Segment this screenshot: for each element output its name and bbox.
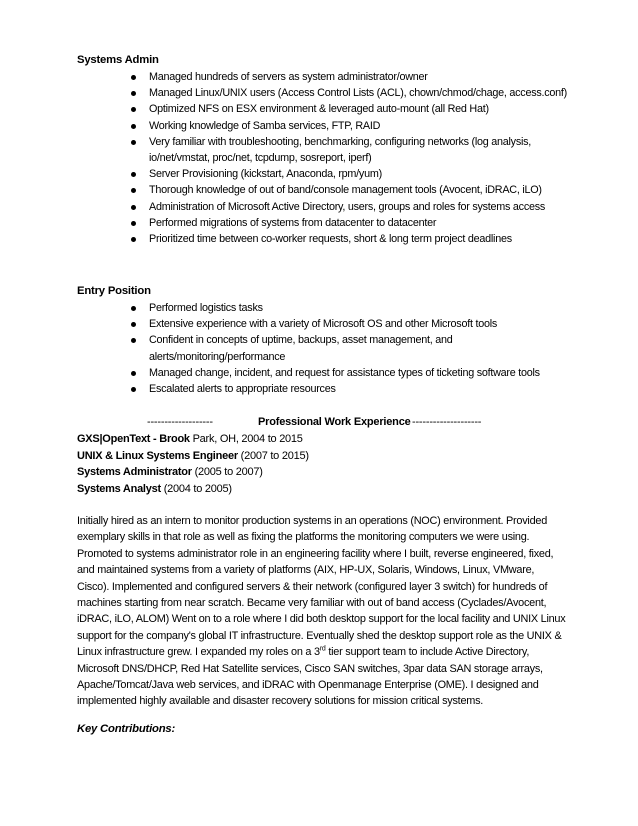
list-item: Performed migrations of systems from datacenter to datacenter — [0, 215, 569, 231]
company-name: GXS|OpenText - Brook — [77, 433, 190, 445]
bullet-icon — [131, 124, 136, 129]
role-line-engineer — [77, 450, 309, 462]
experience-divider — [0, 416, 638, 432]
bullet-icon — [131, 221, 136, 226]
role-line-administrator — [77, 466, 263, 478]
bullet-icon — [131, 371, 136, 376]
divider-dashes-left: ------------------- — [147, 416, 213, 428]
bullet-icon — [131, 188, 136, 193]
divider-dashes-right: -------------------- — [412, 416, 482, 428]
systems-admin-list — [0, 69, 638, 247]
bullet-icon — [131, 172, 136, 177]
company-location-dates: Park, OH, 2004 to 2015 — [192, 433, 303, 445]
list-item: Optimized NFS on ESX environment & leveraged auto-mount (all Red Hat) — [0, 101, 569, 117]
role-line-analyst — [77, 483, 232, 495]
list-item: Escalated alerts to appropriate resources — [0, 381, 569, 397]
list-item: Extensive experience with a variety of Microsoft OS and other Microsoft tools — [0, 316, 569, 332]
list-item: Managed change, incident, and request for assistance types of ticketing software tools — [0, 365, 569, 381]
bullet-icon — [131, 387, 136, 392]
key-contributions-heading: Key Contributions: — [77, 723, 176, 735]
list-item: Performed logistics tasks — [0, 300, 569, 316]
entry-position-heading: Entry Position — [77, 285, 151, 297]
role-dates: (2007 to 2015) — [240, 450, 309, 462]
bullet-icon — [131, 75, 136, 80]
superscript-ordinal: rd — [319, 645, 326, 653]
role-dates: (2005 to 2007) — [194, 466, 263, 478]
company-line — [77, 433, 303, 445]
bullet-icon — [131, 338, 136, 343]
list-item: Server Provisioning (kickstart, Anaconda, rpm/yum) — [0, 166, 569, 182]
bullet-icon — [131, 237, 136, 242]
entry-position-list — [0, 300, 638, 397]
bullet-icon — [131, 322, 136, 327]
bullet-icon — [131, 140, 136, 145]
list-item: Prioritized time between co-worker requests, short & long term project deadlines — [0, 231, 569, 247]
experience-title: Professional Work Experience — [258, 416, 411, 428]
bullet-icon — [131, 107, 136, 112]
list-item: Confident in concepts of uptime, backups, asset management, and alerts/monitoring/performance — [0, 332, 569, 364]
role-title: UNIX & Linux Systems Engineer — [77, 450, 238, 462]
list-item: Thorough knowledge of out of band/console management tools (Avocent, iDRAC, iLO) — [0, 182, 569, 198]
list-item: Administration of Microsoft Active Directory, users, groups and roles for systems access — [0, 199, 569, 215]
list-item: Very familiar with troubleshooting, benchmarking, configuring networks (log analysis, io/net/vmstat, proc/net, tcpdump, sosreport, iperf) — [0, 134, 569, 166]
job-summary-paragraph: Initially hired as an intern to monitor production systems in an operations (NOC) environment. Provided exemplary skills in that role as well as fixing the platforms the monitoring computers we were using. Promoted to systems administrator role in an engineering facility where I built, reverse engineered, fixed, and maintained systems from a variety of platforms (AIX, HP-UX, Solaris, Windows, Linux, VMware, Cisco). Implemented and configured servers & their network (configured layer 3 switch) for hundreds of machines starting from near scratch. Became very familiar with out of band access (Cyclades/Avocent, iDRAC, iLO, ALOM) Went on to a role where I did both desktop support for the local facility and UNIX Linux support for the company's global IT infrastructure. Eventually shed the desktop support role as the UNIX & Linux infrastructure grew. I expanded my roles on a 3rd tier support team to include Active Directory, Microsoft DNS/DHCP, Red Hat Satellite services, Cisco SAN switches, 3par data SAN storage arrays, Apache/Tomcat/Java web services, and iDRAC with Openmanage Enterprise (OME). I designed and implemented highly available and disaster recovery solutions for mission critical systems. — [77, 515, 566, 708]
list-item: Managed Linux/UNIX users (Access Control Lists (ACL), chown/chmod/chage, access.conf) — [0, 85, 569, 101]
list-item: Working knowledge of Samba services, FTP, RAID — [0, 118, 569, 134]
bullet-icon — [131, 205, 136, 210]
role-title: Systems Analyst — [77, 483, 161, 495]
role-title: Systems Administrator — [77, 466, 192, 478]
bullet-icon — [131, 306, 136, 311]
systems-admin-heading: Systems Admin — [77, 54, 159, 66]
list-item: Managed hundreds of servers as system administrator/owner — [0, 69, 569, 85]
role-dates: (2004 to 2005) — [163, 483, 232, 495]
bullet-icon — [131, 91, 136, 96]
